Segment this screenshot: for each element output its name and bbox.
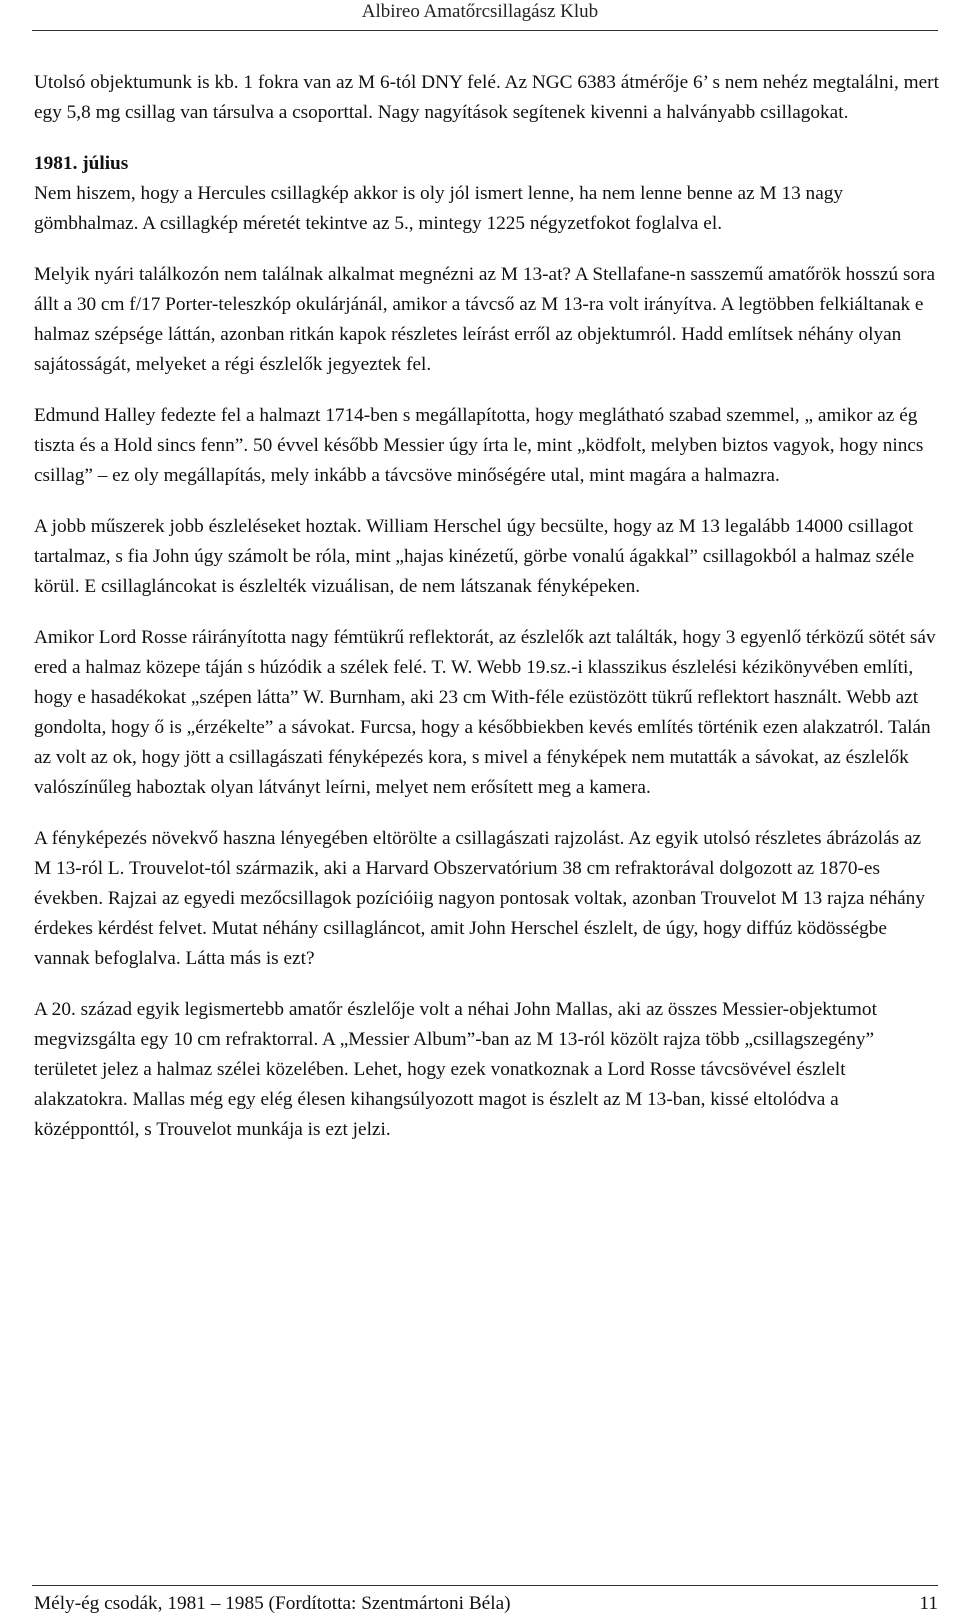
page-footer [34, 1591, 938, 1619]
document-body [34, 68, 940, 1166]
paragraph-hercules: Nem hiszem, hogy a Hercules csillagkép akkor is oly jól ismert lenne, ha nem lenne benne az M 13 nagy gömbhalmaz. A csillagkép méretét tekintve az 5., mintegy 1225 négyzetfokot foglalva el. [34, 183, 844, 234]
paragraph-halley: Edmund Halley fedezte fel a halmazt 1714-ben s megállapította, hogy meglátható szabad szemmel, „ amikor az ég tiszta és a Hold sincs fenn”. 50 évvel később Messier úgy írta le, mint „ködfolt, melyben biztos vagyok, hogy nincs csillag” – ez oly megállapítás, mely inkább a távcsöve minőségére utal, mint magára a halmazra. [34, 405, 924, 486]
section-1981-july [34, 149, 940, 239]
header-rule [32, 30, 938, 31]
section-heading: 1981. július [34, 153, 129, 174]
running-header: Albireo Amatőrcsillagász Klub [361, 1, 599, 22]
paragraph-trouvelot: A fényképezés növekvő haszna lényegében eltörölte a csillagászati rajzolást. Az egyik utolsó részletes ábrázolás az M 13-ról L. Trouvelot-tól származik, aki a Harvard Obszervatórium 38 cm refraktorával dolgozott az 1870-es években. Rajzai az egyedi mezőcsillagok pozícióiig nagyon pontosak voltak, azonban Trouvelot M 13 rajza néhány érdekes kérdést felvet. Mutat néhány csillagláncot, amit John Herschel észlelt, de úgy, hogy diffúz ködösségbe vannak befoglalva. Látta más is ezt? [34, 828, 925, 969]
paragraph-herschel: A jobb műszerek jobb észleléseket hoztak. William Herschel úgy becsülte, hogy az M 13 legalább 14000 csillagot tartalmaz, s fia John úgy számolt be róla, mint „hajas kinézetű, görbe vonalú ágakkal” csillagokból a halmaz széle körül. E csillagláncokat is észlelték vizuálisan, de nem látszanak fényképeken. [34, 516, 915, 597]
page-number: 11 [919, 1593, 938, 1614]
footer-title: Mély-ég csodák, 1981 – 1985 (Fordította: Szentmártoni Béla) [34, 1593, 511, 1614]
paragraph-intro: Utolsó objektumunk is kb. 1 fokra van az M 6-tól DNY felé. Az NGC 6383 átmérője 6’ s nem nehéz megtalálni, mert egy 5,8 mg csillag van társulva a csoporttal. Nagy nagyítások segítenek kivenni a halványabb csillagokat. [34, 72, 939, 123]
paragraph-mallas: A 20. század egyik legismertebb amatőr észlelője volt a néhai John Mallas, aki az összes Messier-objektumot megvizsgálta egy 10 cm refraktorral. A „Messier Album”-ban az M 13-ról közölt rajza több „csillagszegény” területet jelez a halmaz szélei közelében. Lehet, hogy ezek vonatkoznak a Lord Rosse távcsövével észlelt alakzatokra. Mallas még egy elég élesen kihangsúlyozott magot is észlelt az M 13-ban, kissé eltolódva a középponttól, s Trouvelot munkája is ezt jelzi. [34, 999, 877, 1140]
footer-rule [32, 1585, 938, 1586]
paragraph-stellafane: Melyik nyári találkozón nem találnak alkalmat megnézni az M 13-at? A Stellafane-n sasszemű amatőrök hosszú sora állt a 30 cm f/17 Porter-teleszkóp okulárjánál, amikor a távcső az M 13-ra volt irányítva. A legtöbben felkiáltanak e halmaz szépsége láttán, azonban ritkán kapok részletes leírást erről az objektumról. Hadd említsek néhány olyan sajátosságát, melyeket a régi észlelők jegyeztek fel. [34, 264, 936, 375]
paragraph-lord-rosse: Amikor Lord Rosse ráirányította nagy fémtükrű reflektorát, az észlelők azt találták, hogy 3 egyenlő térközű sötét sáv ered a halmaz közepe táján s húzódik a szélek felé. T. W. Webb 19.sz.-i klasszikus észlelési kézikönyvében említi, hogy e hasadékokat „szépen látta” W. Burnham, aki 23 cm With-féle ezüstözött tükrű reflektort használt. Webb azt gondolta, hogy ő is „érzékelte” a sávokat. Furcsa, hogy a későbbiekben kevés említés történik ezen alakzatról. Talán az volt az ok, hogy jött a csillagászati fényképezés kora, s mivel a fényképek nem mutatták a sávokat, az észlelők valószínűleg haboztak olyan látványt leírni, melyet nem erősített meg a kamera. [34, 627, 936, 798]
